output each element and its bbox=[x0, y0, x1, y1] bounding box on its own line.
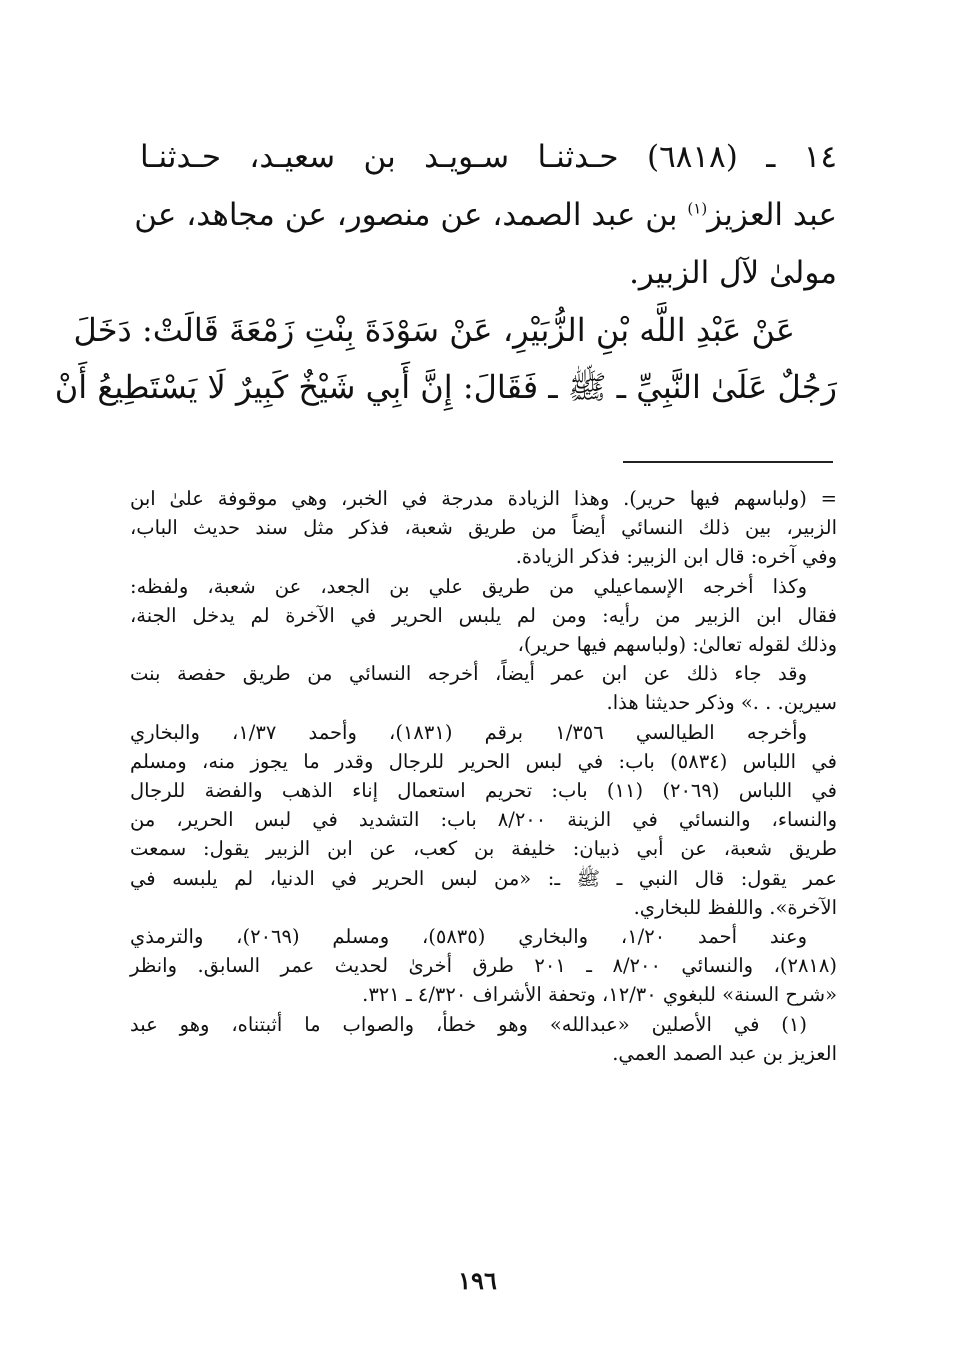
footnote-line: وكذا أخرجه الإسماعيلي من طريق علي بن الجعد، عن شعبة، ولفظه: bbox=[130, 574, 807, 598]
footnote-line: فقال ابن الزبير من رأيه: ومن لم يلبس الحرير في الآخرة لم يدخل الجنة، bbox=[130, 603, 837, 627]
footnote-line: سيرين. . .» وذكر حديثنا هذا. bbox=[606, 691, 837, 715]
isnad-line-3: مولىٰ لآل الزبير. bbox=[629, 255, 837, 291]
footnote-line: وعند أحمد ١/٢٠، والبخاري (٥٨٣٥)، ومسلم (٢٠٦٩)، والترمذي bbox=[130, 925, 807, 949]
page-number: ١٩٦ bbox=[458, 1266, 497, 1295]
footnote-line: الآخرة». واللفظ للبخاري. bbox=[633, 895, 837, 919]
footnote-line: وفي آخره: قال ابن الزبير: فذكر الزيادة. bbox=[515, 545, 837, 569]
continuation-mark: = bbox=[820, 487, 838, 510]
footnote-line: وذلك لقوله تعالىٰ: (ولباسهم فيها حرير)، bbox=[517, 633, 837, 657]
footnote-line: طريق شعبة، عن أبي ذبيان: خليفة بن كعب، عن ابن الزبير يقول: سمعت bbox=[130, 837, 837, 861]
footnote-line: في اللباس (٢٠٦٩) (١١) باب: تحريم استعمال إناء الذهب والفضة للرجال bbox=[130, 779, 837, 803]
footnote-line: وقد جاء ذلك عن ابن عمر أيضاً، أخرجه النسائي من طريق حفصة بنت bbox=[130, 662, 807, 686]
footnote-marker: (١) bbox=[687, 199, 708, 218]
isnad-line-2 bbox=[134, 186, 837, 244]
footnote-line: عمر يقول: قال النبي ـ ﷺ ـ: «من لبس الحرير في الدنيا، لم يلبسه في bbox=[130, 866, 837, 890]
footnote-line: (٢٨١٨)، والنسائي ٨/٢٠٠ ـ ٢٠١ طرق أخرىٰ لحديث عمر السابق. وانظر bbox=[130, 954, 837, 978]
isnad-line-1: ١٤ ـ (٦٨١٨) حـدثنـا سـويـد بن سعيـد، حـدثنـا bbox=[140, 139, 837, 175]
footnote-line: في اللباس (٥٨٣٤) باب: في لبس الحرير للرجال وقدر ما يجوز منه، ومسلم bbox=[130, 749, 837, 773]
narrator-name: عبد العزيز bbox=[707, 197, 837, 233]
isnad-line-2-rest: بن عبد الصمد، عن منصور، عن مجاهد، عن bbox=[134, 197, 678, 233]
footnote-line: والنساء، والنسائي في الزينة ٨/٢٠٠ باب: التشديد في لبس الحرير، من bbox=[130, 808, 837, 832]
footnotes bbox=[130, 484, 837, 1068]
footnote-line: (١) في الأصلين «عبدالله» وهو خطأ، والصواب ما أثبتناه، وهو عبد bbox=[130, 1012, 807, 1036]
matn-line-2: رَجُلٌ عَلَىٰ النَّبِيِّ ـ ﷺ ـ فَقَالَ: إِنَّ أَبِي شَيْخٌ كَبِيرٌ لَا يَسْتَطِيعُ أَنْ bbox=[54, 368, 837, 406]
footnote-line: وأخرجه الطيالسي ١/٣٥٦ برقم (١٨٣١)، وأحمد ١/٣٧، والبخاري bbox=[130, 720, 807, 744]
hadith-text bbox=[54, 128, 837, 416]
footnote-line: «شرح السنة» للبغوي ١٢/٣٠، وتحفة الأشراف ٤/٣٢٠ ـ ٣٢١. bbox=[362, 983, 837, 1007]
matn-line-1: عَنْ عَبْدِ اللَّه بْنِ الزُّبَيْرِ، عَنْ سَوْدَةَ بِنْتِ زَمْعَةَ قَالَتْ: دَخَلَ bbox=[73, 311, 795, 349]
footnote-line: العزيز بن عبد الصمد العمي. bbox=[612, 1041, 837, 1065]
footnote-separator bbox=[623, 461, 833, 463]
footnote-line: الزبير، بين ذلك النسائي أيضاً من طريق شعبة، فذكر مثل سند حديث الباب، bbox=[130, 516, 837, 540]
footnote-line: = (ولباسهم فيها حرير). وهذا الزيادة مدرجة في الخبر، وهي موقوفة علىٰ ابن bbox=[130, 487, 838, 510]
